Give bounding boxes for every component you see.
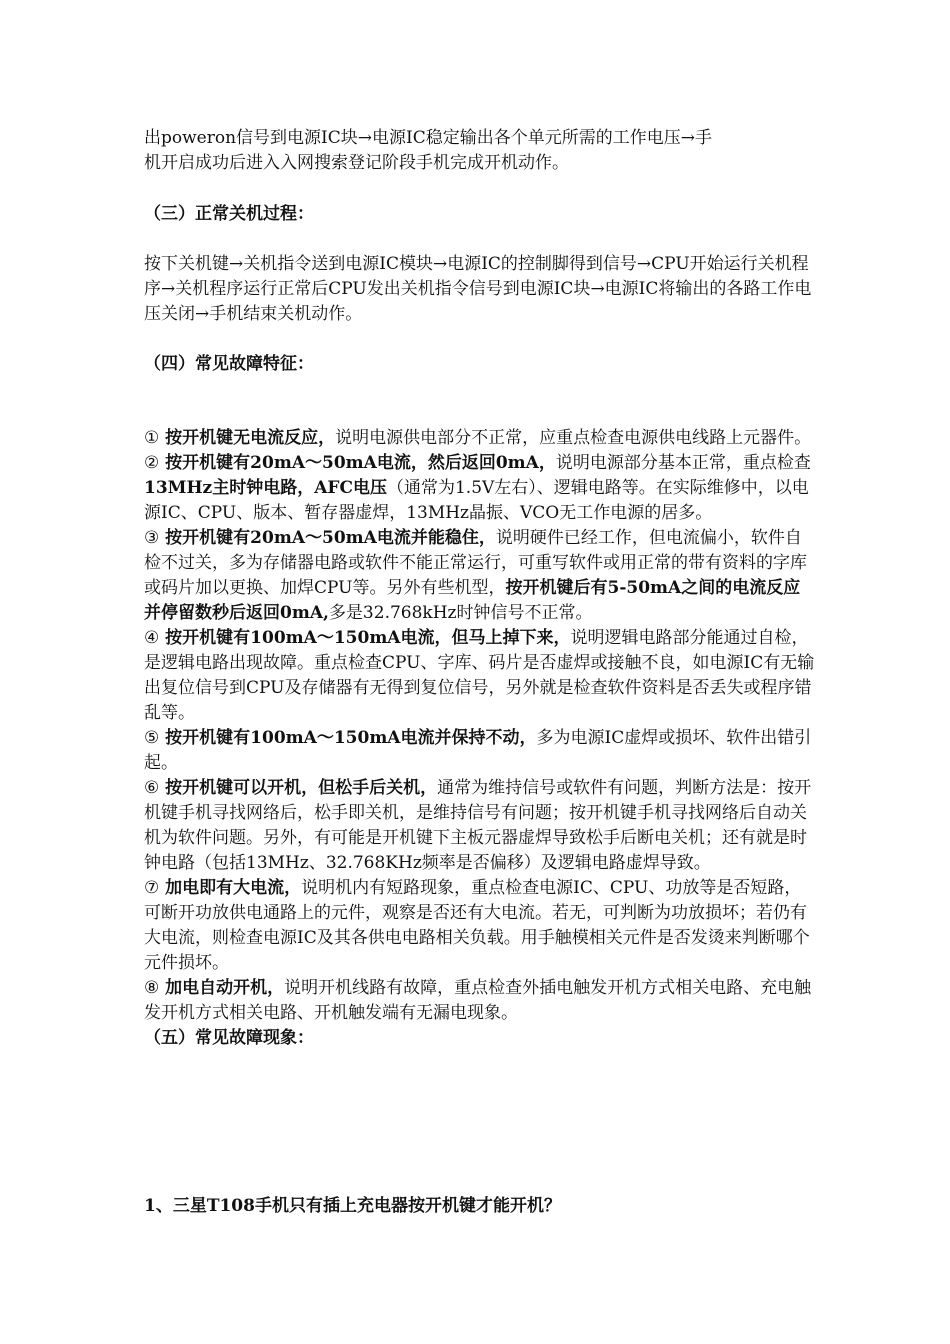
item-description: 通常为维持信号或软件有问题，判断方法是：按开机键手机寻找网络后，松手即关机，是维持信号有问题；按开机键手机寻找网络后自动关机为软件问题。另外，有可能是开机键下主板元器虚焊导致松手后断电关机；还有就是时钟电路（包括13MHz、32.768KHz频率是否偏移）及逻辑电路虚焊导致。 <box>144 778 812 873</box>
list-item <box>144 426 816 451</box>
item-description: 说明电源部分基本正常，重点检查 <box>555 453 811 473</box>
item-description-2: （通常为1.5V左右）、逻辑电路等。在实际维修中，以电源IC、CPU、版本、暂存器虚焊，13MHz晶振、VCO无工作电源的居多。 <box>144 478 809 523</box>
item-number: ② <box>144 453 160 473</box>
item-key-phrase: 按开机键有100mA～150mA电流，但马上掉下来， <box>159 628 571 648</box>
item-number: ⑧ <box>144 978 160 998</box>
intro-line-1: 出poweron信号到电源IC块→电源IC稳定输出各个单元所需的工作电压→手 <box>144 128 712 148</box>
item-description: 说明电源供电部分不正常，应重点检查电源供电线路上元器件。 <box>335 428 812 448</box>
intro-paragraph <box>144 126 816 176</box>
list-item <box>144 726 816 776</box>
item-number: ④ <box>144 628 160 648</box>
section5-question: 1、三星T108手机只有插上充电器按开机键才能开机？ <box>144 1196 561 1216</box>
list-item <box>144 876 816 976</box>
item-number: ⑤ <box>144 728 160 748</box>
item-key-phrase: 加电自动开机， <box>159 978 285 998</box>
item-description: 说明逻辑电路部分能通过自检，是逻辑电路出现故障。重点检查CPU、字库、码片是否虚焊或接触不良，如电源IC有无输出复位信号到CPU及存储器有无得到复位信号，另外就是检查软件资料是否丢失或程序错乱等。 <box>144 628 815 723</box>
list-item <box>144 526 816 626</box>
item-description: 说明开机线路有故障，重点检查外插电触发开机方式相关电路、充电触发开机方式相关电路、开机触发端有无漏电现象。 <box>144 978 812 1023</box>
intro-line-2: 机开启成功后进入入网搜索登记阶段手机完成开机动作。 <box>144 153 569 173</box>
item-key-phrase: 按开机键有20mA～50mA电流并能稳住， <box>159 528 496 548</box>
item-key-phrase: 按开机键有100mA～150mA电流并保持不动， <box>159 728 537 748</box>
fault-feature-list <box>144 426 816 1051</box>
item-number: ① <box>144 428 160 448</box>
item-description: 说明机内有短路现象，重点检查电源IC、CPU、功放等是否短路，可断开功放供电通路上的元件，观察是否还有大电流。若无，可判断为功放损坏；若仍有大电流，则检查电源IC及其各供电电路相关负载。用手触模相关元件是否发烫来判断哪个元件损坏。 <box>144 878 810 973</box>
section4-heading: （四）常见故障特征： <box>144 354 314 374</box>
list-item <box>144 626 816 726</box>
section5-heading: （五）常见故障现象： <box>144 1028 314 1048</box>
item-number: ③ <box>144 528 160 548</box>
item-key-phrase: 按开机键有20mA～50mA电流，然后返回0mA， <box>159 453 556 473</box>
item-key-phrase: 按开机键可以开机，但松手后关机， <box>159 778 438 798</box>
item-description: 多为电源IC虚焊或损坏、软件出错引起。 <box>144 728 812 773</box>
list-item <box>144 976 816 1026</box>
section3-heading: （三）正常关机过程： <box>144 204 314 224</box>
item-key-phrase: 加电即有大电流， <box>159 878 302 898</box>
section3-body-text: 按下关机键→关机指令送到电源IC模块→电源IC的控制脚得到信号→CPU开始运行关机程序→关机程序运行正常后CPU发出关机指令信号到电源IC块→电源IC将输出的各路工作电压关闭→手机结束关机动作。 <box>144 254 812 324</box>
item-number: ⑦ <box>144 878 160 898</box>
item-key-phrase: 按开机键无电流反应， <box>159 428 336 448</box>
list-item <box>144 451 816 526</box>
item-description-2: 多是32.768kHz时钟信号不正常。 <box>328 603 593 623</box>
list-item <box>144 776 816 876</box>
section3-body <box>144 252 816 327</box>
item-key-phrase-2: 13MHz主时钟电路，AFC电压 <box>144 478 387 498</box>
item-number: ⑥ <box>144 778 160 798</box>
item-description: 说明硬件已经工作，但电流偏小，软件自检不过关，多为存储器电路或软件不能正常运行，可重写软件或用正常的带有资料的字库或码片加以更换、加焊CPU等。另外有些机型， <box>144 528 807 598</box>
item-key-phrase-2: 按开机键后有5-50mA之间的电流反应并停留数秒后返回0mA, <box>144 578 801 623</box>
